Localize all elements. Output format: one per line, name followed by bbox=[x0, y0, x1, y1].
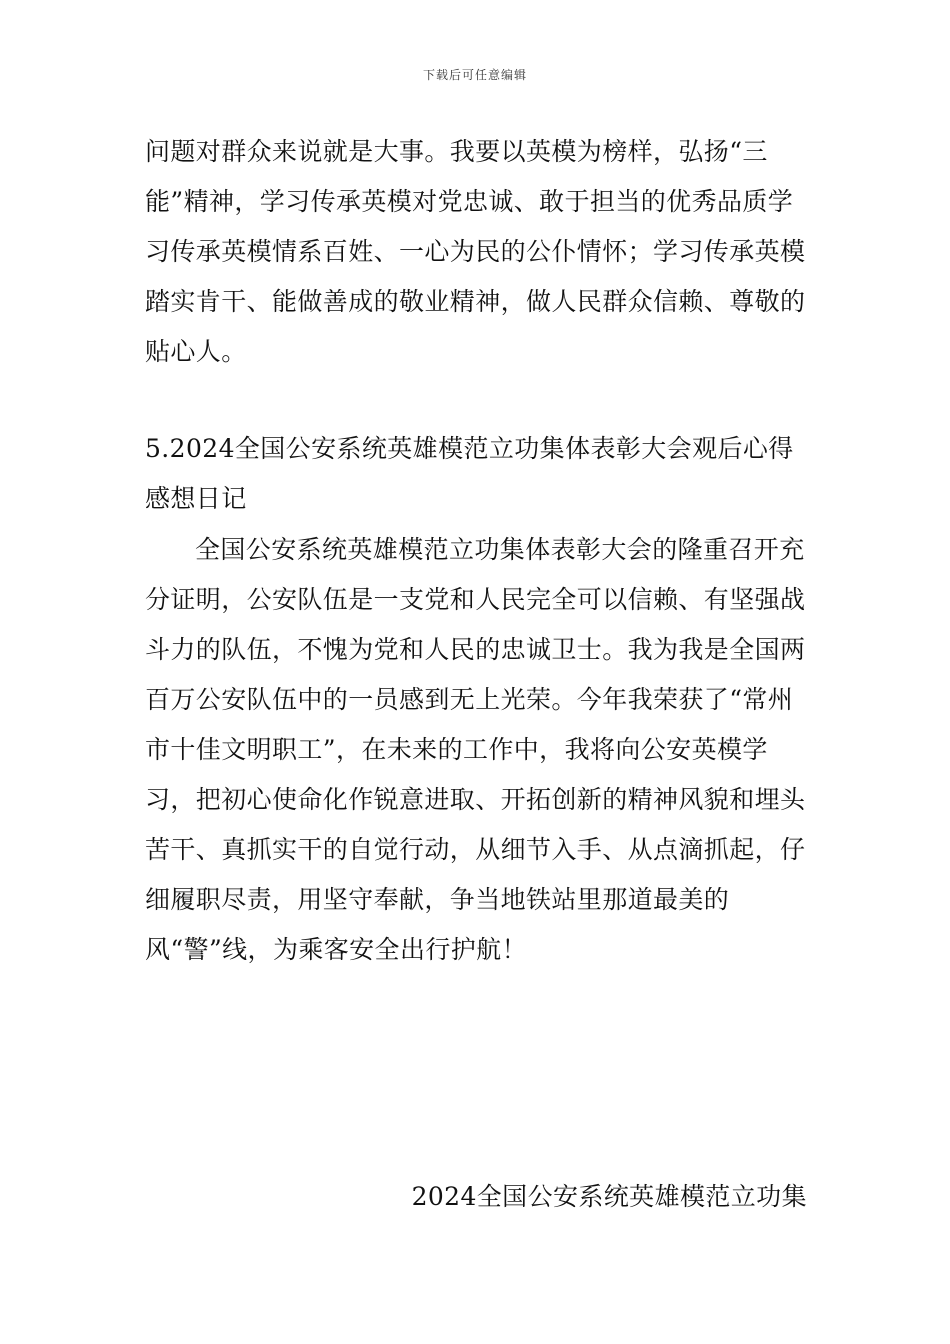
section-heading bbox=[145, 424, 807, 524]
paragraph-text: 问题对群众来说就是大事。我要以英模为榜样，弘扬“三能”精神，学习传承英模对党忠诚、敢于担当的优秀品质学习传承英模情系百姓、一心为民的公仆情怀；学习传承英模踏实肯干、能做善成的敬业精神，做人民群众信赖、尊敬的贴心人。 bbox=[145, 137, 806, 366]
page-header-note: 下载后可任意编辑 bbox=[422, 68, 527, 82]
paragraph-text: 全国公安系统英雄模范立功集体表彰大会的隆重召开充分证明，公安队伍是一支党和人民完全可以信赖、有坚强战斗力的队伍，不愧为党和人民的忠诚卫士。我为我是全国两百万公安队伍中的一员感到无上光荣。今年我荣获了“常州市十佳文明职工”，在未来的工作中，我将向公安英模学习，把初心使命化作锐意进取、开拓创新的精神风貌和埋头苦干、真抓实干的自觉行动，从细节入手、从点滴抓起，仔细履职尽责，用坚守奉献，争当地铁站里那道最美的风“警”线，为乘客安全出行护航！ bbox=[145, 535, 806, 964]
next-section-title: 2024全国公安系统英雄模范立功集 bbox=[411, 1182, 807, 1211]
body-paragraph bbox=[145, 525, 807, 975]
section-heading-text: 5.2024全国公安系统英雄模范立功集体表彰大会观后心得感想日记 bbox=[145, 434, 794, 513]
body-paragraph-continued bbox=[145, 127, 807, 377]
